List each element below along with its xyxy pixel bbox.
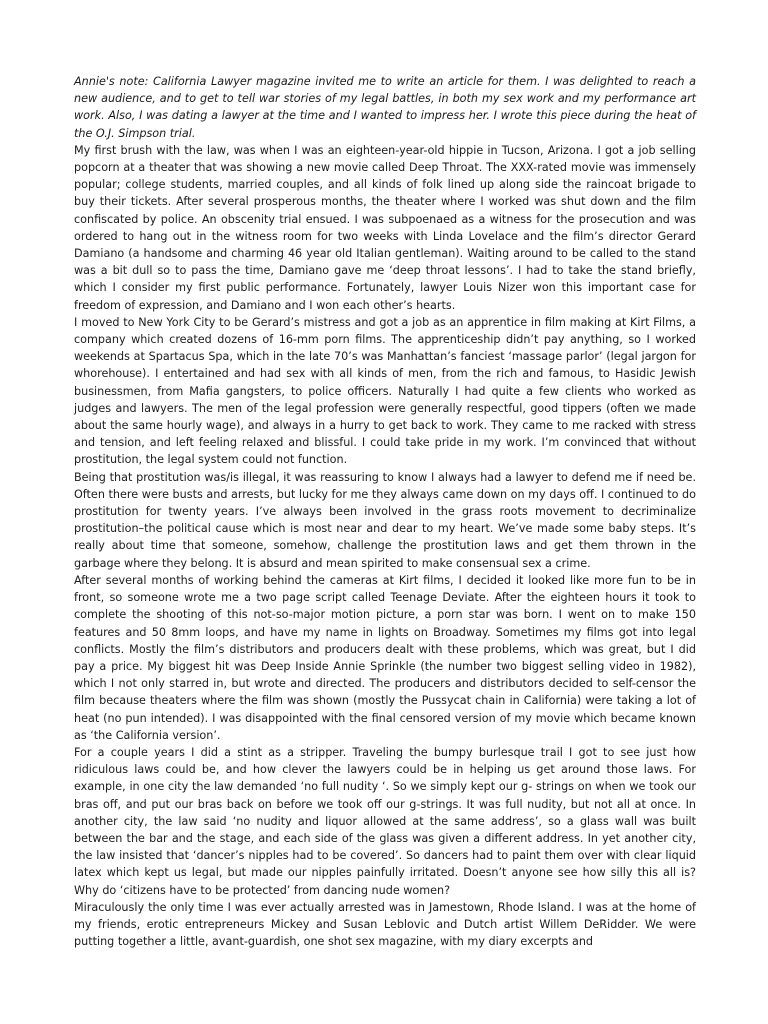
paragraph-new-york: I moved to New York City to be Gerard’s mistress and got a job as an apprentice in film making at Kirt Films, a company which created dozens of 16-mm porn films. The apprenticeship didn’t pay anything, so I worked weekends at Spartacus Spa, which in the late 70’s was Manhattan’s fanciest ‘massage parlor’ (legal jargon for whorehouse). I entertained and had sex with all kinds of men, from the rich and famous, to Hasidic Jewish businessmen, from Mafia gangsters, to police officers. Naturally I had quite a few clients who worked as judges and lawyers. The men of the legal profession were generally respectful, good tippers (often we made about the same hourly wage), and always in a hurry to get back to work. They came to me racked with stress and tension, and left feeling relaxed and blissful. I could take pride in my work. I’m convinced that without prostitution, the legal system could not function. [74,315,696,467]
paragraph-stripper: For a couple years I did a stint as a stripper. Traveling the bumpy burlesque trail I got to see just how ridiculous laws could be, and how clever the lawyers could be in helping us get around those laws. For example, in one city the law demanded ‘no full nudity ‘. So we simply kept our g- strings on when we took our bras off, and put our bras back on before we took off our g-strings. It was full nudity, but not all at once. In another city, the law said ‘no nudity and liquor allowed at the same address’, so a glass wall was built between the bar and the stage, and each side of the glass was given a different address. In yet another city, the law insisted that ‘dancer’s nipples had to be covered’. So dancers had to paint them over with clear liquid latex which kept us legal, but made our nipples painfully irritated. Doesn’t anyone see how silly this all is? Why do ‘citizens have to be protected’ from dancing nude women? [74,745,696,897]
paragraph-arrest: Miraculously the only time I was ever actually arrested was in Jamestown, Rhode Island. I was at the home of my friends, erotic entrepreneurs Mickey and Susan Leblovic and Dutch artist Willem DeRidder. We were putting together a little, avant-guardish, one shot sex magazine, with my diary excerpts and [74,900,696,949]
paragraph-deep-throat: My first brush with the law, was when I was an eighteen-year-old hippie in Tucson, Arizona. I got a job selling popcorn at a theater that was showing a new movie called Deep Throat. The XXX-rated movie was immensely popular; college students, married couples, and all kinds of folk lined up along side the raincoat brigade to buy their tickets. After several prosperous months, the theater where I worked was shut down and the film confiscated by police. An obscenity trial ensued. I was subpoenaed as a witness for the prosecution and was ordered to hang out in the witness room for two weeks with Linda Lovelace and the film’s director Gerard Damiano (a handsome and charming 46 year old Italian gentleman). Waiting around to be called to the stand was a bit dull so to pass the time, Damiano gave me ‘deep throat lessons’. I had to take the stand briefly, which I consider my first public performance. Fortunately, lawyer Louis Nizer won this important case for freedom of expression, and Damiano and I won each other’s hearts. [74,143,696,312]
paragraph-prostitution: Being that prostitution was/is illegal, it was reassuring to know I always had a lawyer to defend me if need be. Often there were busts and arrests, but lucky for me they always came down on my days off. I continued to do prostitution for twenty years. I’ve always been involved in the grass roots movement to decriminalize prostitution–the political cause which is most near and dear to my heart. We’ve made some baby steps. It’s really about time that someone, somehow, challenge the prostitution laws and get them thrown in the garbage where they belong. It is absurd and mean spirited to make consensual sex a crime. [74,470,696,570]
paragraph-films: After several months of working behind the cameras at Kirt films, I decided it looked like more fun to be in front, so someone wrote me a two page script called Teenage Deviate. After the eighteen hours it took to complete the shooting of this not-so-major motion picture, a porn star was born. I went on to make 150 features and 50 8mm loops, and have my name in lights on Broadway. Sometimes my films got into legal conflicts. Mostly the film’s distributors and producers dealt with these problems, which was great, but I did pay a price. My biggest hit was Deep Inside Annie Sprinkle (the number two biggest selling video in 1982), which I not only starred in, but wrote and directed. The producers and distributors decided to self-censor the film because theaters where the film was shown (mostly the Pussycat chain in California) were taking a lot of heat (no pun intended). I was disappointed with the final censored version of my movie which became known as ‘the California version’. [74,573,696,742]
editor-note: Annie's note: California Lawyer magazine invited me to write an article for them. I was delighted to reach a new audience, and to get to tell war stories of my legal battles, in both my sex work and my performance art work. Also, I was dating a lawyer at the time and I wanted to impress her. I wrote this piece during the heat of the O.J. Simpson trial. [74,75,696,140]
document-page [74,73,696,950]
